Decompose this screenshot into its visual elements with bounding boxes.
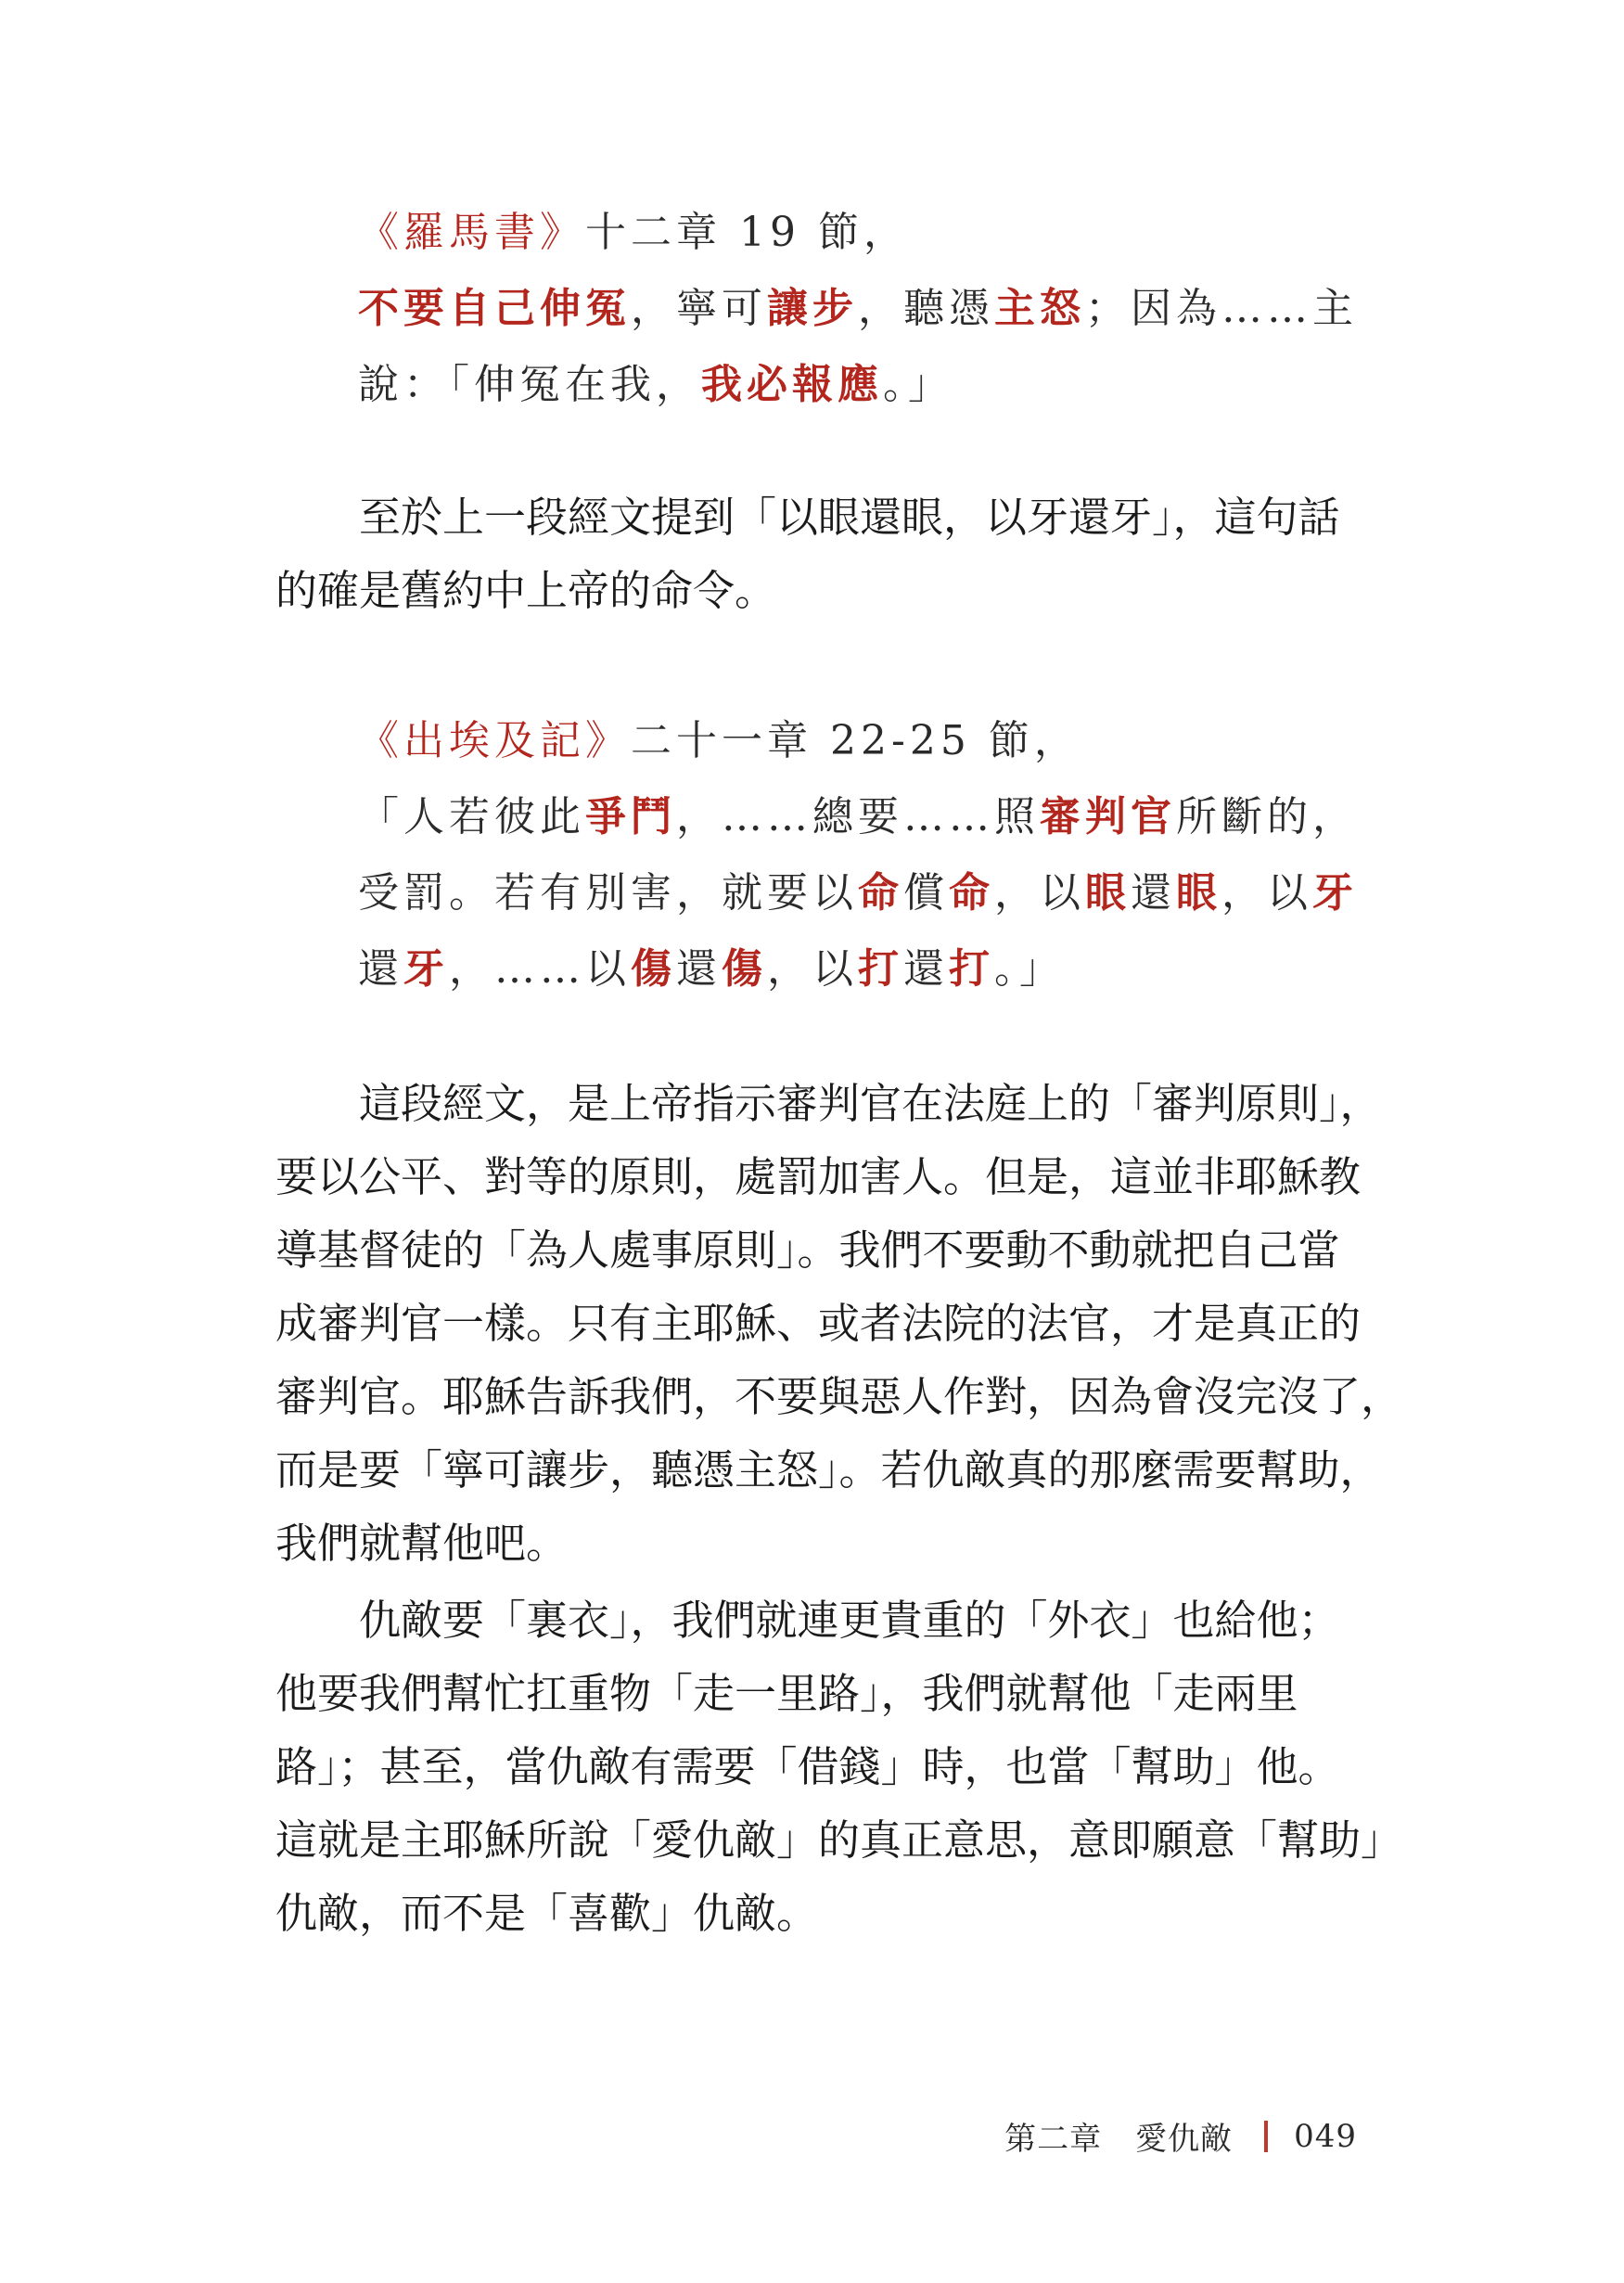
footer-divider	[1264, 2121, 1268, 2152]
paragraph-line: 這就是主耶穌所說「愛仇敵」的真正意思，意即願意「幫助」	[275, 1815, 1403, 1865]
quote-text: ，……以	[449, 945, 631, 993]
highlighted-text: 牙	[403, 945, 449, 993]
paragraph-line: 的確是舊約中上帝的命令。	[275, 566, 777, 615]
quote-text: 還	[358, 945, 403, 993]
quote-text: ，以	[767, 945, 858, 993]
paragraph-eye-for-eye	[275, 481, 1361, 627]
footer-chapter: 第二章	[1004, 2121, 1103, 2158]
quote-line	[358, 779, 1360, 855]
quote-text: 。」	[994, 945, 1065, 993]
quote-text: 受罰。若有別害，就要以	[358, 869, 858, 917]
quote-text: 還	[676, 945, 722, 993]
quote-line	[358, 931, 1360, 1007]
quote-text: ，以	[1221, 869, 1312, 917]
paragraph-line: 這段經文，是上帝指示審判官在法庭上的「審判原則」，	[359, 1079, 1382, 1128]
footer-chapter-title: 愛仇敵	[1135, 2121, 1234, 2158]
highlighted-text: 牙	[1312, 869, 1358, 917]
paragraph-line: 他要我們幫忙扛重物「走一里路」，我們就幫他「走兩里	[275, 1669, 1298, 1718]
quote-line	[358, 703, 1360, 779]
highlighted-text: 命	[949, 869, 994, 917]
highlighted-text: 我必報應	[701, 361, 883, 408]
quote-line	[358, 855, 1360, 931]
scripture-quote-romans	[358, 195, 1360, 423]
paragraph-line: 仇敵要「裏衣」，我們就連更貴重的「外衣」也給他；	[359, 1596, 1340, 1645]
paragraph-line: 仇敵，而不是「喜歡」仇敵。	[275, 1889, 819, 1938]
highlighted-text: 打	[858, 945, 903, 993]
paragraph-line: 路」；甚至，當仇敵有需要「借錢」時，也當「幫助」他。	[275, 1742, 1340, 1791]
page-number: 049	[1294, 2117, 1357, 2155]
paragraph-line: 導基督徒的「為人處事原則」。我們不要動不動就把自己當	[275, 1225, 1340, 1275]
page-footer	[1004, 2113, 1357, 2159]
quote-line	[358, 347, 1360, 423]
paragraph-love-enemy	[275, 1584, 1403, 1950]
paragraph-line: 至於上一段經文提到「以眼還眼，以牙還牙」，這句話	[359, 493, 1340, 542]
paragraph-line: 而是要「寧可讓步，聽憑主怒」。若仇敵真的那麼需要幫助，	[275, 1445, 1382, 1494]
quote-text: ，以	[994, 869, 1085, 917]
quote-text: 還	[1131, 869, 1176, 917]
highlighted-text: 命	[858, 869, 903, 917]
quote-text: 。」	[883, 361, 953, 408]
highlighted-text: 打	[949, 945, 994, 993]
highlighted-text: 審判官	[1040, 793, 1176, 840]
quote-text: 說：「伸冤在我，	[358, 361, 701, 408]
paragraph-line: 成審判官一樣。只有主耶穌、或者法院的法官，才是真正的	[275, 1299, 1362, 1348]
paragraph-line: 我們就幫他吧。	[275, 1519, 569, 1568]
highlighted-text: 眼	[1176, 869, 1221, 917]
paragraph-line: 審判官。耶穌告訴我們，不要與惡人作對，因為會沒完沒了，	[275, 1372, 1403, 1421]
paragraph-line: 要以公平、對等的原則，處罰加害人。但是，這並非耶穌教	[275, 1152, 1362, 1201]
highlighted-text: 爭鬥	[585, 793, 676, 840]
quote-text: ；因為……主	[1085, 285, 1358, 332]
paragraph-judgment-principle	[275, 1067, 1403, 1580]
highlighted-text: 《羅馬書》	[358, 209, 585, 256]
highlighted-text: 讓步	[767, 285, 858, 332]
highlighted-text: 《出埃及記》	[358, 717, 631, 764]
scripture-quote-exodus	[358, 703, 1360, 1007]
quote-line	[358, 271, 1360, 347]
highlighted-text: 眼	[1085, 869, 1131, 917]
quote-text: ，……總要……照	[676, 793, 1040, 840]
quote-text: 償	[903, 869, 949, 917]
highlighted-text: 主怒	[994, 285, 1085, 332]
quote-text: 還	[903, 945, 949, 993]
highlighted-text: 不要自己伸冤	[358, 285, 631, 332]
highlighted-text: 傷	[722, 945, 767, 993]
quote-text: 所斷的，	[1176, 793, 1358, 840]
quote-text: ，寧可	[631, 285, 767, 332]
quote-text: 「人若彼此	[358, 793, 585, 840]
quote-text: 十二章 19 節，	[585, 209, 909, 256]
quote-line	[358, 195, 1360, 271]
quote-text: ，聽憑	[858, 285, 994, 332]
highlighted-text: 傷	[631, 945, 676, 993]
quote-text: 二十一章 22-25 節，	[631, 717, 1080, 764]
